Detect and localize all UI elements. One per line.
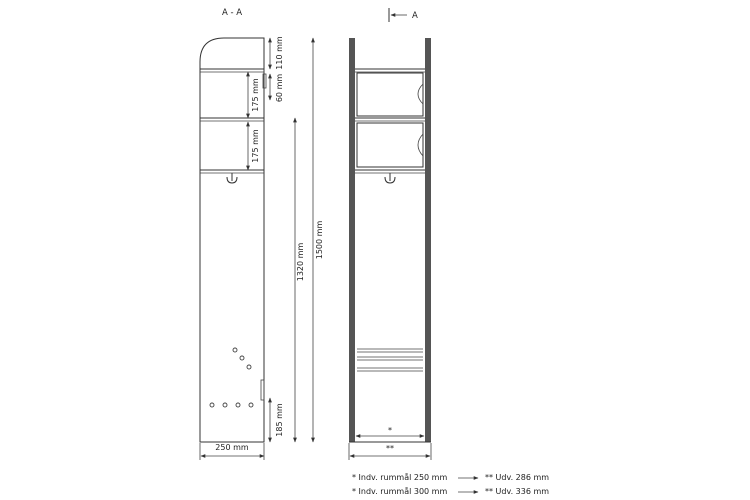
dim-total-height: 1500 mm	[315, 220, 324, 260]
front-view	[349, 8, 431, 460]
shoe-rack	[357, 349, 423, 371]
front-coat-hook-icon	[385, 173, 395, 183]
legend-row-1-right: ** Udv. 286 mm	[485, 473, 550, 482]
section-title: A - A	[221, 8, 243, 18]
drawer-2	[357, 123, 423, 167]
inner-width-mark: *	[388, 426, 392, 435]
outer-width-mark: **	[386, 444, 394, 453]
dim-shelf-gap-2: 175 mm	[251, 129, 260, 163]
coat-hook-icon	[227, 173, 237, 183]
drawer-2-pull-icon	[418, 134, 423, 156]
section-view	[200, 8, 324, 460]
right-side-panel	[425, 38, 431, 442]
dim-top-gap: 110 mm	[275, 36, 284, 70]
legend-row-1-left: * Indv. rummål 250 mm	[352, 473, 448, 482]
ventilation-holes	[210, 348, 253, 407]
width-label: 250 mm	[215, 443, 249, 452]
dim-lower-height: 1320 mm	[296, 242, 305, 282]
legend-row-2-left: * Indv. rummål 300 mm	[352, 487, 448, 496]
legend-row-2-right: ** Udv. 336 mm	[485, 487, 550, 496]
dim-shelf-gap-1: 175 mm	[251, 78, 260, 112]
drawer-1	[357, 73, 423, 116]
section-marker-label: A	[412, 11, 418, 21]
dim-drawer-height: 60 mm	[275, 73, 284, 103]
drawer-1-pull-icon	[418, 84, 423, 104]
left-side-panel	[349, 38, 355, 442]
dim-bottom-gap: 185 mm	[275, 403, 284, 437]
legend	[352, 472, 549, 496]
